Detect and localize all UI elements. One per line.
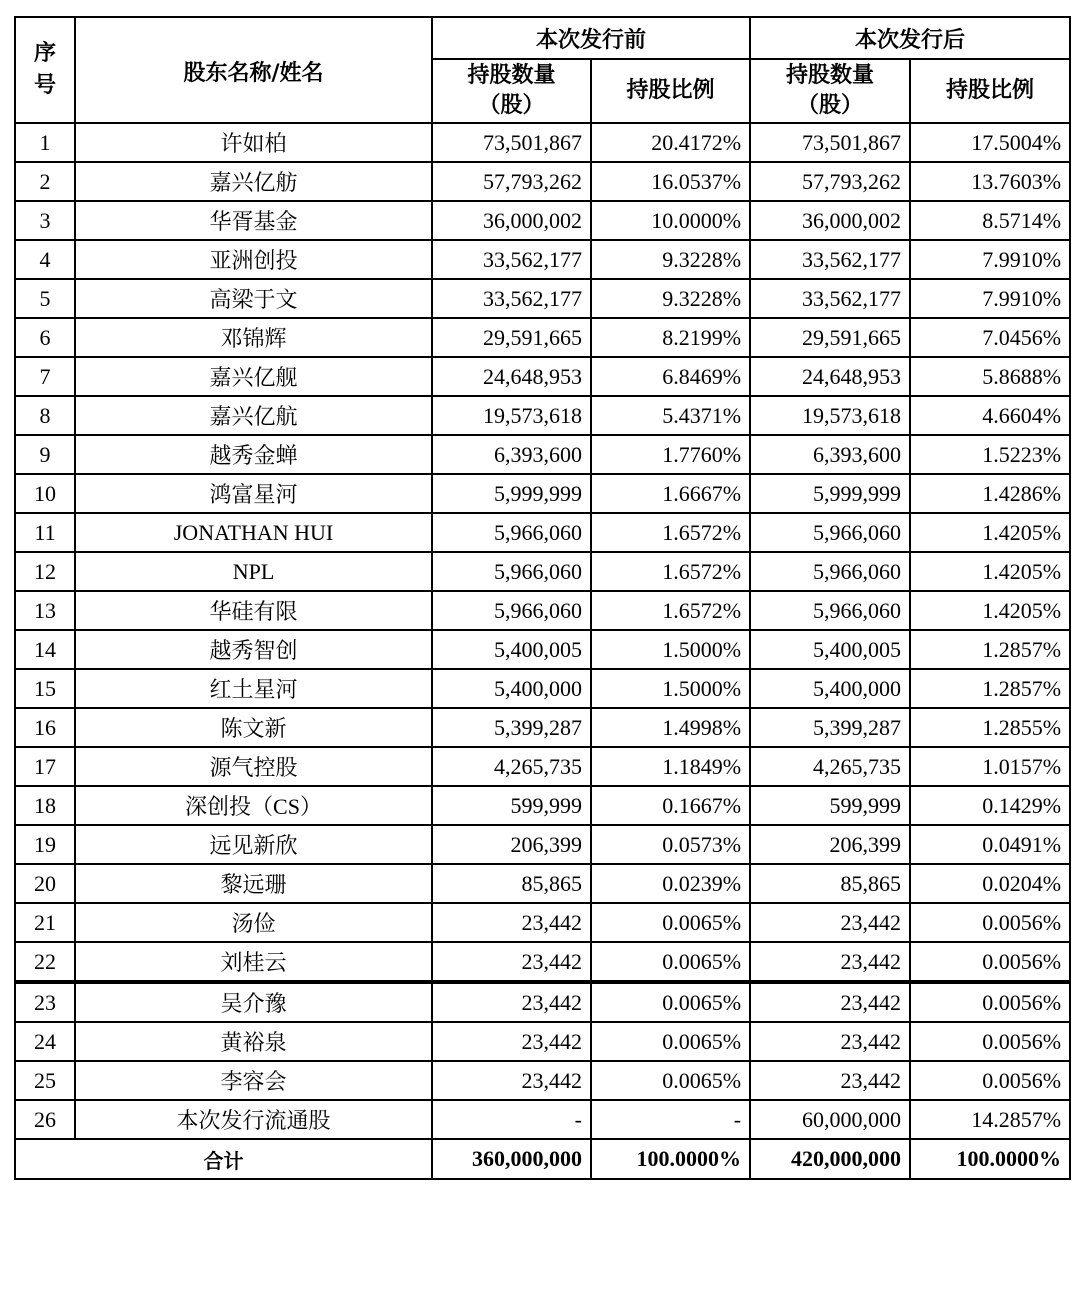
row-ratio-after: 1.5223% [910,435,1070,474]
row-ratio-after: 0.0056% [910,903,1070,942]
row-shares-before: 24,648,953 [432,357,591,396]
row-ratio-before: 1.1849% [591,747,750,786]
row-seq: 10 [15,474,75,513]
row-ratio-after: 1.4205% [910,552,1070,591]
row-shares-after: 5,399,287 [750,708,910,747]
row-shareholder-name: 华胥基金 [75,201,432,240]
table-row [15,201,1070,240]
row-ratio-after: 7.9910% [910,240,1070,279]
table-row [15,864,1070,903]
row-shares-before: 206,399 [432,825,591,864]
row-ratio-before: 5.4371% [591,396,750,435]
row-shares-after: 5,966,060 [750,552,910,591]
row-shares-after: 23,442 [750,1022,910,1061]
row-shares-after: 23,442 [750,903,910,942]
row-shares-after: 33,562,177 [750,279,910,318]
row-shares-before: 57,793,262 [432,162,591,201]
row-ratio-before: 1.4998% [591,708,750,747]
total-shares-before: 360,000,000 [432,1139,591,1179]
row-shares-after: 6,393,600 [750,435,910,474]
row-ratio-before: 10.0000% [591,201,750,240]
row-seq: 24 [15,1022,75,1061]
row-ratio-before: 0.0065% [591,1061,750,1100]
row-shares-before: 5,400,000 [432,669,591,708]
row-shares-after: 23,442 [750,1061,910,1100]
table-row [15,591,1070,630]
row-shareholder-name: 黄裕泉 [75,1022,432,1061]
row-seq: 21 [15,903,75,942]
row-ratio-before: 0.0573% [591,825,750,864]
row-shareholder-name: 嘉兴亿舰 [75,357,432,396]
row-shares-before: 599,999 [432,786,591,825]
row-ratio-before: 1.7760% [591,435,750,474]
total-ratio-before: 100.0000% [591,1139,750,1179]
row-shares-before: 5,966,060 [432,591,591,630]
row-seq: 13 [15,591,75,630]
row-shareholder-name: 李容会 [75,1061,432,1100]
row-shareholder-name: JONATHAN HUI [75,513,432,552]
row-ratio-before: 8.2199% [591,318,750,357]
row-shares-after: 60,000,000 [750,1100,910,1139]
row-shareholder-name: NPL [75,552,432,591]
row-ratio-before: 0.0065% [591,982,750,1022]
row-seq: 18 [15,786,75,825]
row-seq: 20 [15,864,75,903]
row-seq: 4 [15,240,75,279]
row-shares-after: 599,999 [750,786,910,825]
row-seq: 5 [15,279,75,318]
row-shareholder-name: 越秀金蝉 [75,435,432,474]
row-shares-before: 23,442 [432,982,591,1022]
row-shares-after: 5,966,060 [750,513,910,552]
row-shares-before: 85,865 [432,864,591,903]
row-ratio-after: 4.6604% [910,396,1070,435]
row-shares-before: 23,442 [432,903,591,942]
row-shares-before: 36,000,002 [432,201,591,240]
table-row [15,1022,1070,1061]
table-row [15,435,1070,474]
row-seq: 7 [15,357,75,396]
row-ratio-after: 7.0456% [910,318,1070,357]
row-ratio-after: 5.8688% [910,357,1070,396]
table-row [15,708,1070,747]
row-shareholder-name: 吴介豫 [75,982,432,1022]
table-row [15,747,1070,786]
row-shares-before: 73,501,867 [432,123,591,162]
row-shareholder-name: 远见新欣 [75,825,432,864]
row-ratio-after: 0.0491% [910,825,1070,864]
table-row [15,903,1070,942]
row-ratio-before: 20.4172% [591,123,750,162]
row-seq: 15 [15,669,75,708]
header-shares-after: 持股数量 （股） [750,59,910,123]
header-ratio-after: 持股比例 [910,59,1070,123]
row-ratio-after: 13.7603% [910,162,1070,201]
row-shares-after: 24,648,953 [750,357,910,396]
row-shares-before: 19,573,618 [432,396,591,435]
total-shares-after: 420,000,000 [750,1139,910,1179]
row-shares-before: 5,966,060 [432,552,591,591]
row-shares-after: 5,400,005 [750,630,910,669]
row-shares-before: 5,966,060 [432,513,591,552]
row-shares-before: 4,265,735 [432,747,591,786]
total-row [15,1139,1070,1179]
row-shares-before: 23,442 [432,1022,591,1061]
row-shareholder-name: 越秀智创 [75,630,432,669]
row-shareholder-name: 本次发行流通股 [75,1100,432,1139]
row-shares-after: 33,562,177 [750,240,910,279]
row-seq: 9 [15,435,75,474]
row-ratio-after: 0.1429% [910,786,1070,825]
row-ratio-before: 0.0065% [591,1022,750,1061]
row-shareholder-name: 高梁于文 [75,279,432,318]
row-shares-after: 85,865 [750,864,910,903]
row-shares-after: 5,999,999 [750,474,910,513]
row-shareholder-name: 邓锦辉 [75,318,432,357]
row-shares-after: 4,265,735 [750,747,910,786]
row-seq: 26 [15,1100,75,1139]
row-shareholder-name: 华硅有限 [75,591,432,630]
row-ratio-before: 0.0065% [591,903,750,942]
row-seq: 3 [15,201,75,240]
row-ratio-before: 6.8469% [591,357,750,396]
row-shares-before: 6,393,600 [432,435,591,474]
table-row [15,825,1070,864]
row-shareholder-name: 嘉兴亿舫 [75,162,432,201]
row-ratio-before: 1.5000% [591,630,750,669]
row-ratio-after: 8.5714% [910,201,1070,240]
row-shareholder-name: 深创投（CS） [75,786,432,825]
row-shares-before: 33,562,177 [432,279,591,318]
header-before-issue: 本次发行前 [432,17,750,59]
row-shares-before: 29,591,665 [432,318,591,357]
row-shares-after: 206,399 [750,825,910,864]
row-ratio-after: 0.0056% [910,1061,1070,1100]
table-row [15,786,1070,825]
row-shares-before: 5,399,287 [432,708,591,747]
shareholding-table [14,16,1071,1180]
row-shares-before: 5,999,999 [432,474,591,513]
row-shareholder-name: 鸿富星河 [75,474,432,513]
row-seq: 22 [15,942,75,982]
row-ratio-before: 0.0239% [591,864,750,903]
row-ratio-before: 1.6572% [591,513,750,552]
row-shares-after: 19,573,618 [750,396,910,435]
table-row [15,1061,1070,1100]
table-row [15,630,1070,669]
header-shares-before: 持股数量 （股） [432,59,591,123]
header-after-issue: 本次发行后 [750,17,1070,59]
row-shares-after: 5,966,060 [750,591,910,630]
row-seq: 19 [15,825,75,864]
row-seq: 25 [15,1061,75,1100]
row-seq: 6 [15,318,75,357]
table-row [15,552,1070,591]
row-ratio-after: 0.0056% [910,1022,1070,1061]
row-shareholder-name: 刘桂云 [75,942,432,982]
row-ratio-before: 1.5000% [591,669,750,708]
row-ratio-before: 1.6572% [591,591,750,630]
table-row [15,669,1070,708]
row-ratio-after: 1.0157% [910,747,1070,786]
row-ratio-after: 0.0056% [910,982,1070,1022]
row-seq: 12 [15,552,75,591]
row-seq: 11 [15,513,75,552]
table-row [15,162,1070,201]
table-row [15,279,1070,318]
row-shares-before: 23,442 [432,1061,591,1100]
row-seq: 17 [15,747,75,786]
row-ratio-after: 1.4286% [910,474,1070,513]
row-shares-before: 33,562,177 [432,240,591,279]
row-ratio-before: - [591,1100,750,1139]
table-row [15,942,1070,982]
table-row [15,357,1070,396]
row-ratio-before: 0.1667% [591,786,750,825]
row-seq: 2 [15,162,75,201]
row-seq: 16 [15,708,75,747]
row-shareholder-name: 汤俭 [75,903,432,942]
table-row [15,474,1070,513]
row-ratio-before: 0.0065% [591,942,750,982]
row-ratio-before: 1.6667% [591,474,750,513]
row-seq: 23 [15,982,75,1022]
row-ratio-after: 0.0056% [910,942,1070,982]
row-shareholder-name: 红土星河 [75,669,432,708]
table-body [15,123,1070,1139]
table-row [15,396,1070,435]
row-shareholder-name: 亚洲创投 [75,240,432,279]
row-shares-after: 73,501,867 [750,123,910,162]
total-ratio-after: 100.0000% [910,1139,1070,1179]
table-row [15,982,1070,1022]
row-shareholder-name: 嘉兴亿航 [75,396,432,435]
row-ratio-after: 1.2857% [910,669,1070,708]
row-ratio-before: 9.3228% [591,240,750,279]
row-ratio-after: 1.4205% [910,513,1070,552]
row-shareholder-name: 许如柏 [75,123,432,162]
table-row [15,1100,1070,1139]
row-shares-before: 23,442 [432,942,591,982]
row-shares-after: 23,442 [750,982,910,1022]
row-ratio-after: 1.2857% [910,630,1070,669]
total-label: 合计 [15,1139,432,1179]
table-row [15,240,1070,279]
row-seq: 8 [15,396,75,435]
row-ratio-before: 9.3228% [591,279,750,318]
row-shares-after: 5,400,000 [750,669,910,708]
row-ratio-after: 1.2855% [910,708,1070,747]
row-shares-before: 5,400,005 [432,630,591,669]
row-ratio-after: 7.9910% [910,279,1070,318]
row-ratio-before: 16.0537% [591,162,750,201]
row-ratio-after: 17.5004% [910,123,1070,162]
table-row [15,513,1070,552]
header-shareholder-name: 股东名称/姓名 [75,17,432,123]
header-ratio-before: 持股比例 [591,59,750,123]
row-shareholder-name: 源气控股 [75,747,432,786]
row-shares-after: 29,591,665 [750,318,910,357]
row-seq: 14 [15,630,75,669]
row-ratio-after: 0.0204% [910,864,1070,903]
row-seq: 1 [15,123,75,162]
row-shares-after: 36,000,002 [750,201,910,240]
header-seq: 序 号 [15,17,75,123]
row-shares-after: 23,442 [750,942,910,982]
row-shares-after: 57,793,262 [750,162,910,201]
table-row [15,123,1070,162]
row-ratio-after: 1.4205% [910,591,1070,630]
row-ratio-before: 1.6572% [591,552,750,591]
row-ratio-after: 14.2857% [910,1100,1070,1139]
row-shareholder-name: 陈文新 [75,708,432,747]
table-row [15,318,1070,357]
row-shares-before: - [432,1100,591,1139]
row-shareholder-name: 黎远珊 [75,864,432,903]
